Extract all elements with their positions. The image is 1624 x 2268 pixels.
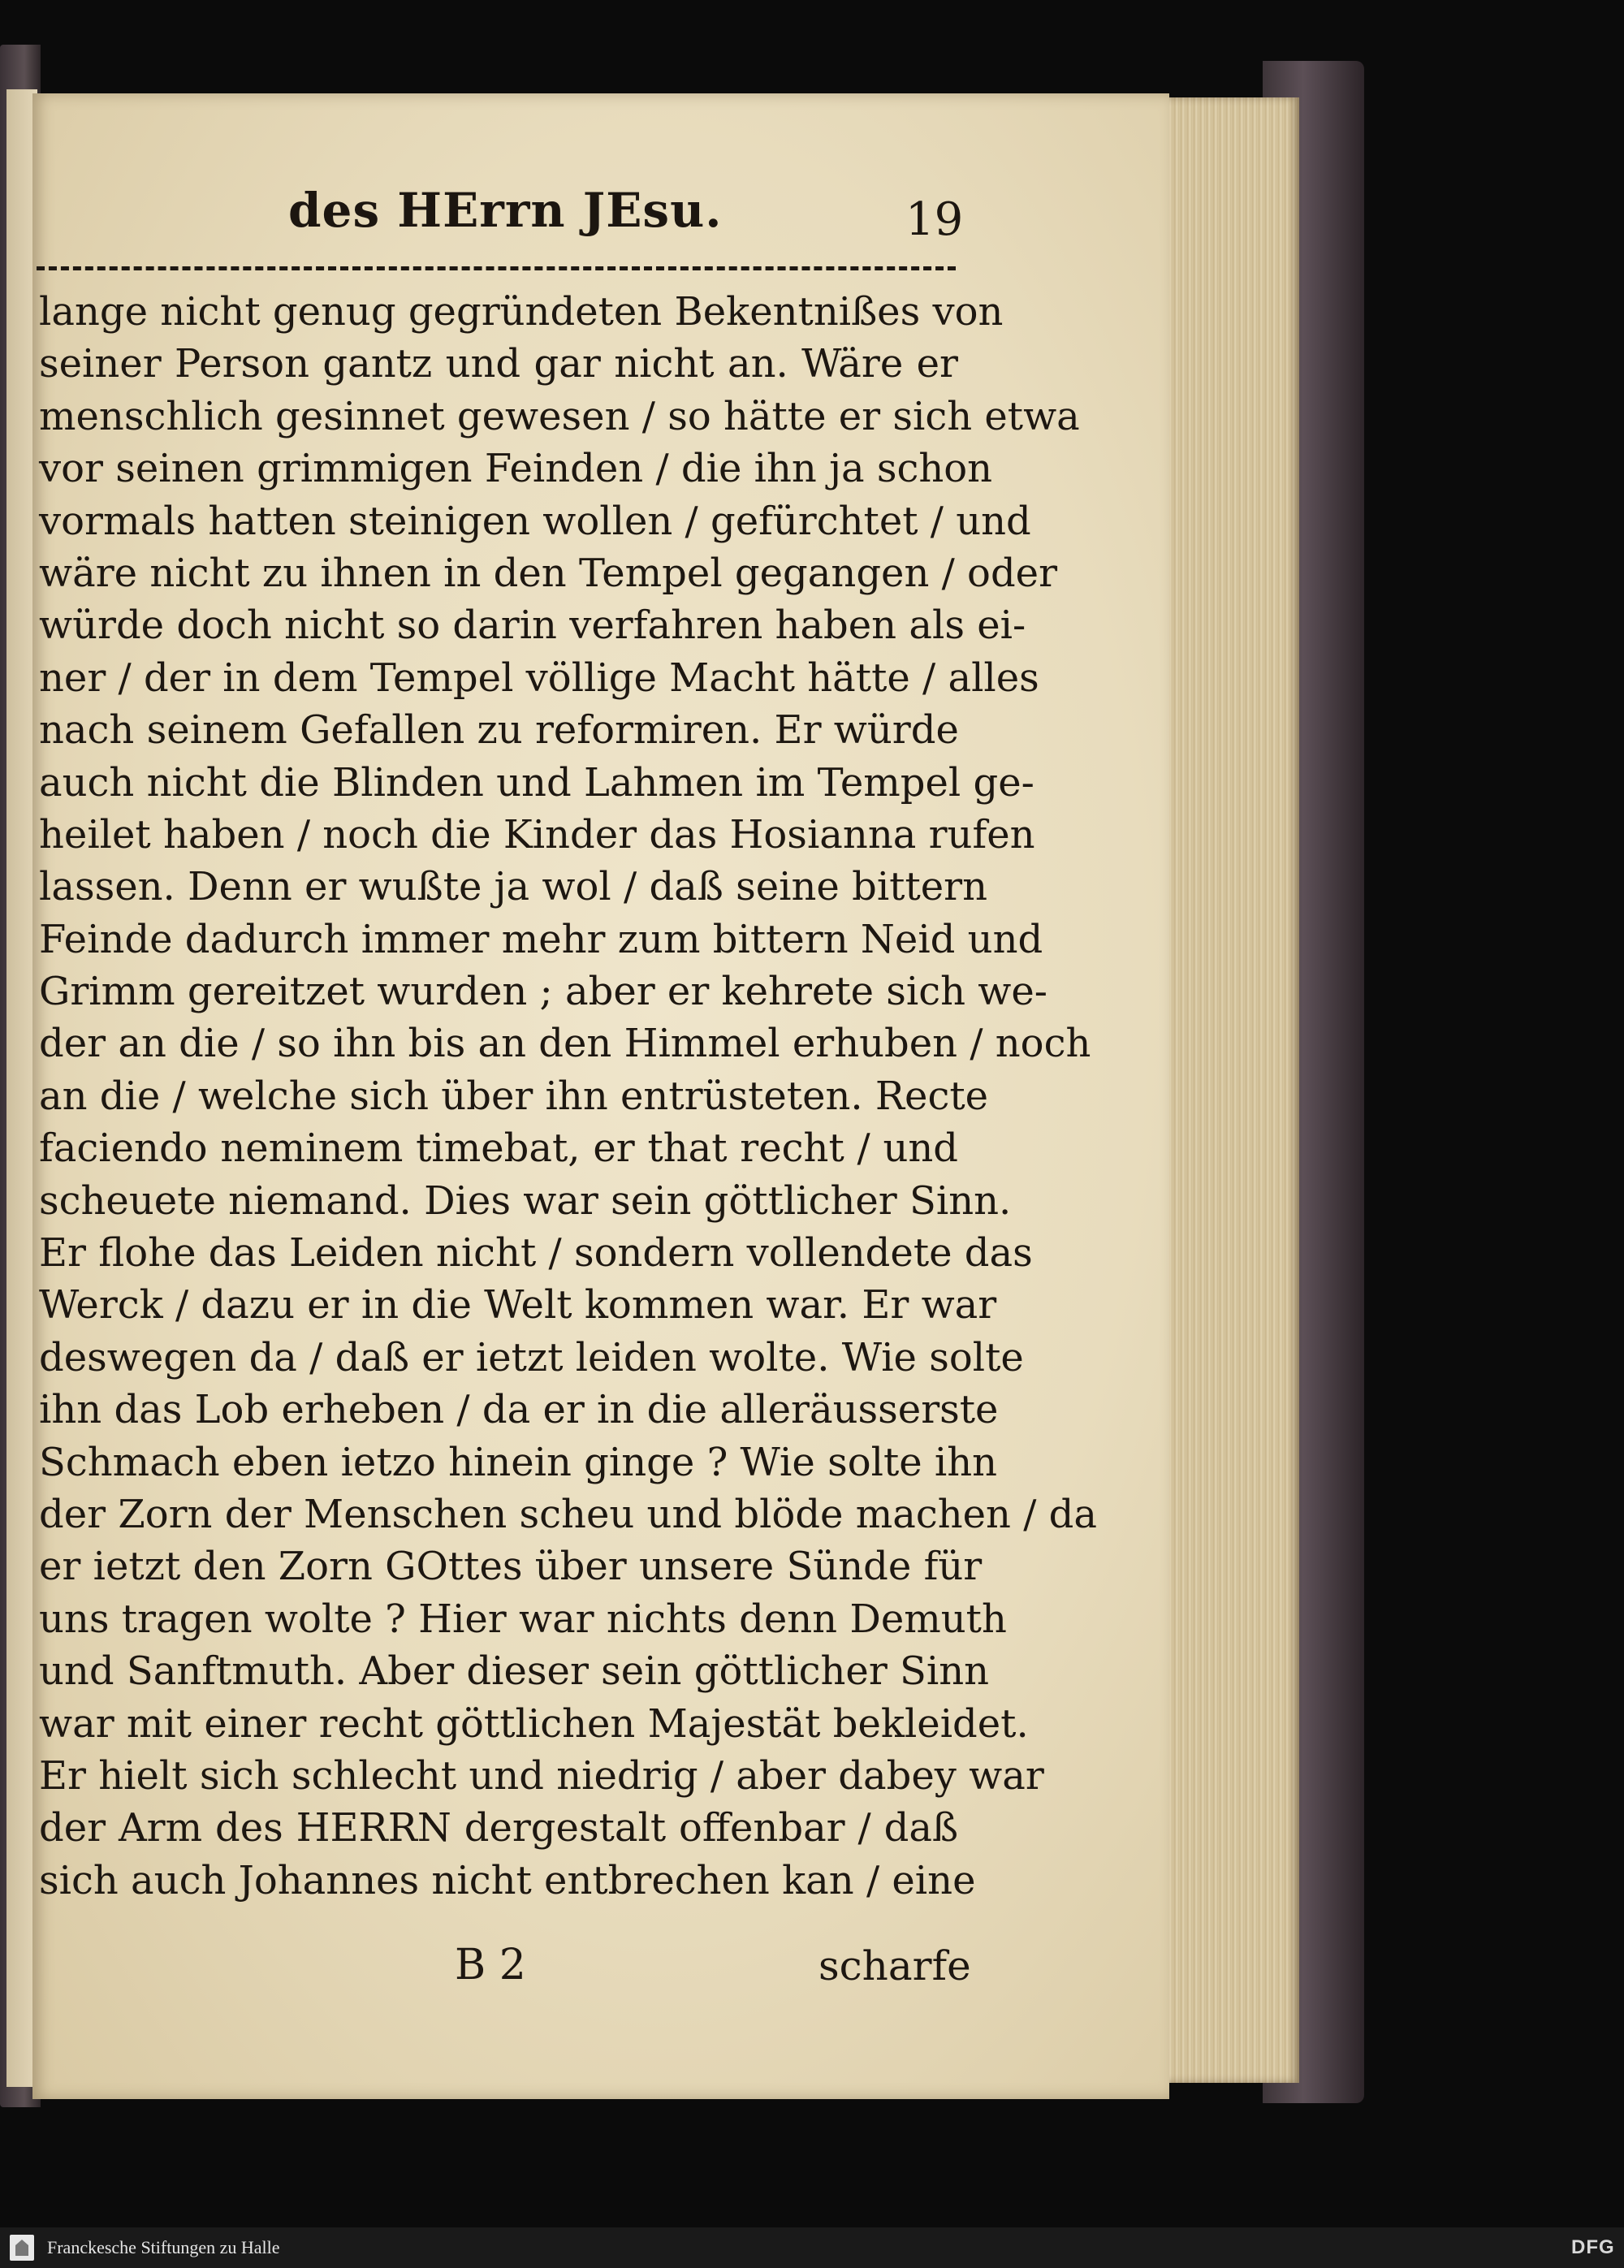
text-line: Werck / dazu er in die Welt kommen war. Er war: [39, 1282, 997, 1328]
text-line: faciendo neminem timebat, er that recht / und: [39, 1125, 958, 1172]
text-line: vor seinen grimmigen Feinden / die ihn ja schon: [39, 446, 993, 492]
text-line: Er hielt sich schlecht und niedrig / aber dabey war: [39, 1752, 1044, 1799]
header-rule: [37, 266, 956, 270]
text-line: scheuete niemand. Dies war sein göttlicher Sinn.: [39, 1177, 1012, 1224]
text-line: sich auch Johannes nicht entbrechen kan / eine: [39, 1857, 976, 1903]
text-line: der Arm des HERRN dergestalt offenbar / daß: [39, 1805, 958, 1851]
text-line: Feinde dadurch immer mehr zum bittern Neid und: [39, 916, 1043, 962]
text-line: der Zorn der Menschen scheu und blöde machen / da: [39, 1491, 1097, 1537]
page-edges: [1153, 97, 1299, 2083]
text-line: Schmach eben ietzo hinein ginge ? Wie solte ihn: [39, 1439, 998, 1485]
institution-logo-icon: [10, 2235, 34, 2261]
text-line: deswegen da / daß er ietzt leiden wolte. Wie solte: [39, 1334, 1024, 1380]
text-line: uns tragen wolte ? Hier war nichts denn Demuth: [39, 1596, 1007, 1642]
running-head: des HErrn JEsu.: [288, 183, 723, 238]
institution-name: Franckesche Stiftungen zu Halle: [47, 2237, 280, 2257]
text-line: lange nicht genug gegründeten Bekentnißes von: [39, 289, 1004, 335]
dfg-logo: DFG: [1571, 2236, 1615, 2258]
text-line: wäre nicht zu ihnen in den Tempel gegangen / oder: [39, 550, 1058, 596]
text-line: vormals hatten steinigen wollen / gefürchtet / und: [39, 498, 1031, 544]
text-line: Er flohe das Leiden nicht / sondern vollendete das: [39, 1230, 1033, 1277]
text-line: an die / welche sich über ihn entrüsteten. Recte: [39, 1073, 989, 1119]
text-line: und Sanftmuth. Aber dieser sein göttlicher Sinn: [39, 1648, 990, 1695]
text-line: ner / der in dem Tempel völlige Macht hätte / alles: [39, 654, 1039, 701]
signature-mark: B 2: [455, 1941, 526, 1989]
footer-bar: [0, 2227, 1624, 2268]
text-line: lassen. Denn er wußte ja wol / daß seine bittern: [39, 864, 988, 910]
text-line: nach seinem Gefallen zu reformiren. Er würde: [39, 707, 959, 754]
text-line: war mit einer recht göttlichen Majestät bekleidet.: [39, 1700, 1029, 1747]
text-line: menschlich gesinnet gewesen / so hätte er sich etwa: [39, 393, 1080, 439]
text-line: heilet haben / noch die Kinder das Hosianna rufen: [39, 811, 1035, 858]
page-number: 19: [905, 193, 964, 246]
text-line: Grimm gereitzet wurden ; aber er kehrete sich we-: [39, 969, 1047, 1015]
catchword: scharfe: [818, 1942, 971, 1989]
text-line: auch nicht die Blinden und Lahmen im Tempel ge-: [39, 759, 1034, 806]
body-text: [39, 286, 1097, 1907]
text-line: er ietzt den Zorn GOttes über unsere Sünde für: [39, 1544, 983, 1590]
text-line: würde doch nicht so darin verfahren haben als ei-: [39, 603, 1026, 649]
text-line: seiner Person gantz und gar nicht an. Wäre er: [39, 341, 958, 387]
text-line: ihn das Lob erheben / da er in die alleräusserste: [39, 1387, 999, 1433]
text-line: der an die / so ihn bis an den Himmel erhuben / noch: [39, 1021, 1091, 1067]
